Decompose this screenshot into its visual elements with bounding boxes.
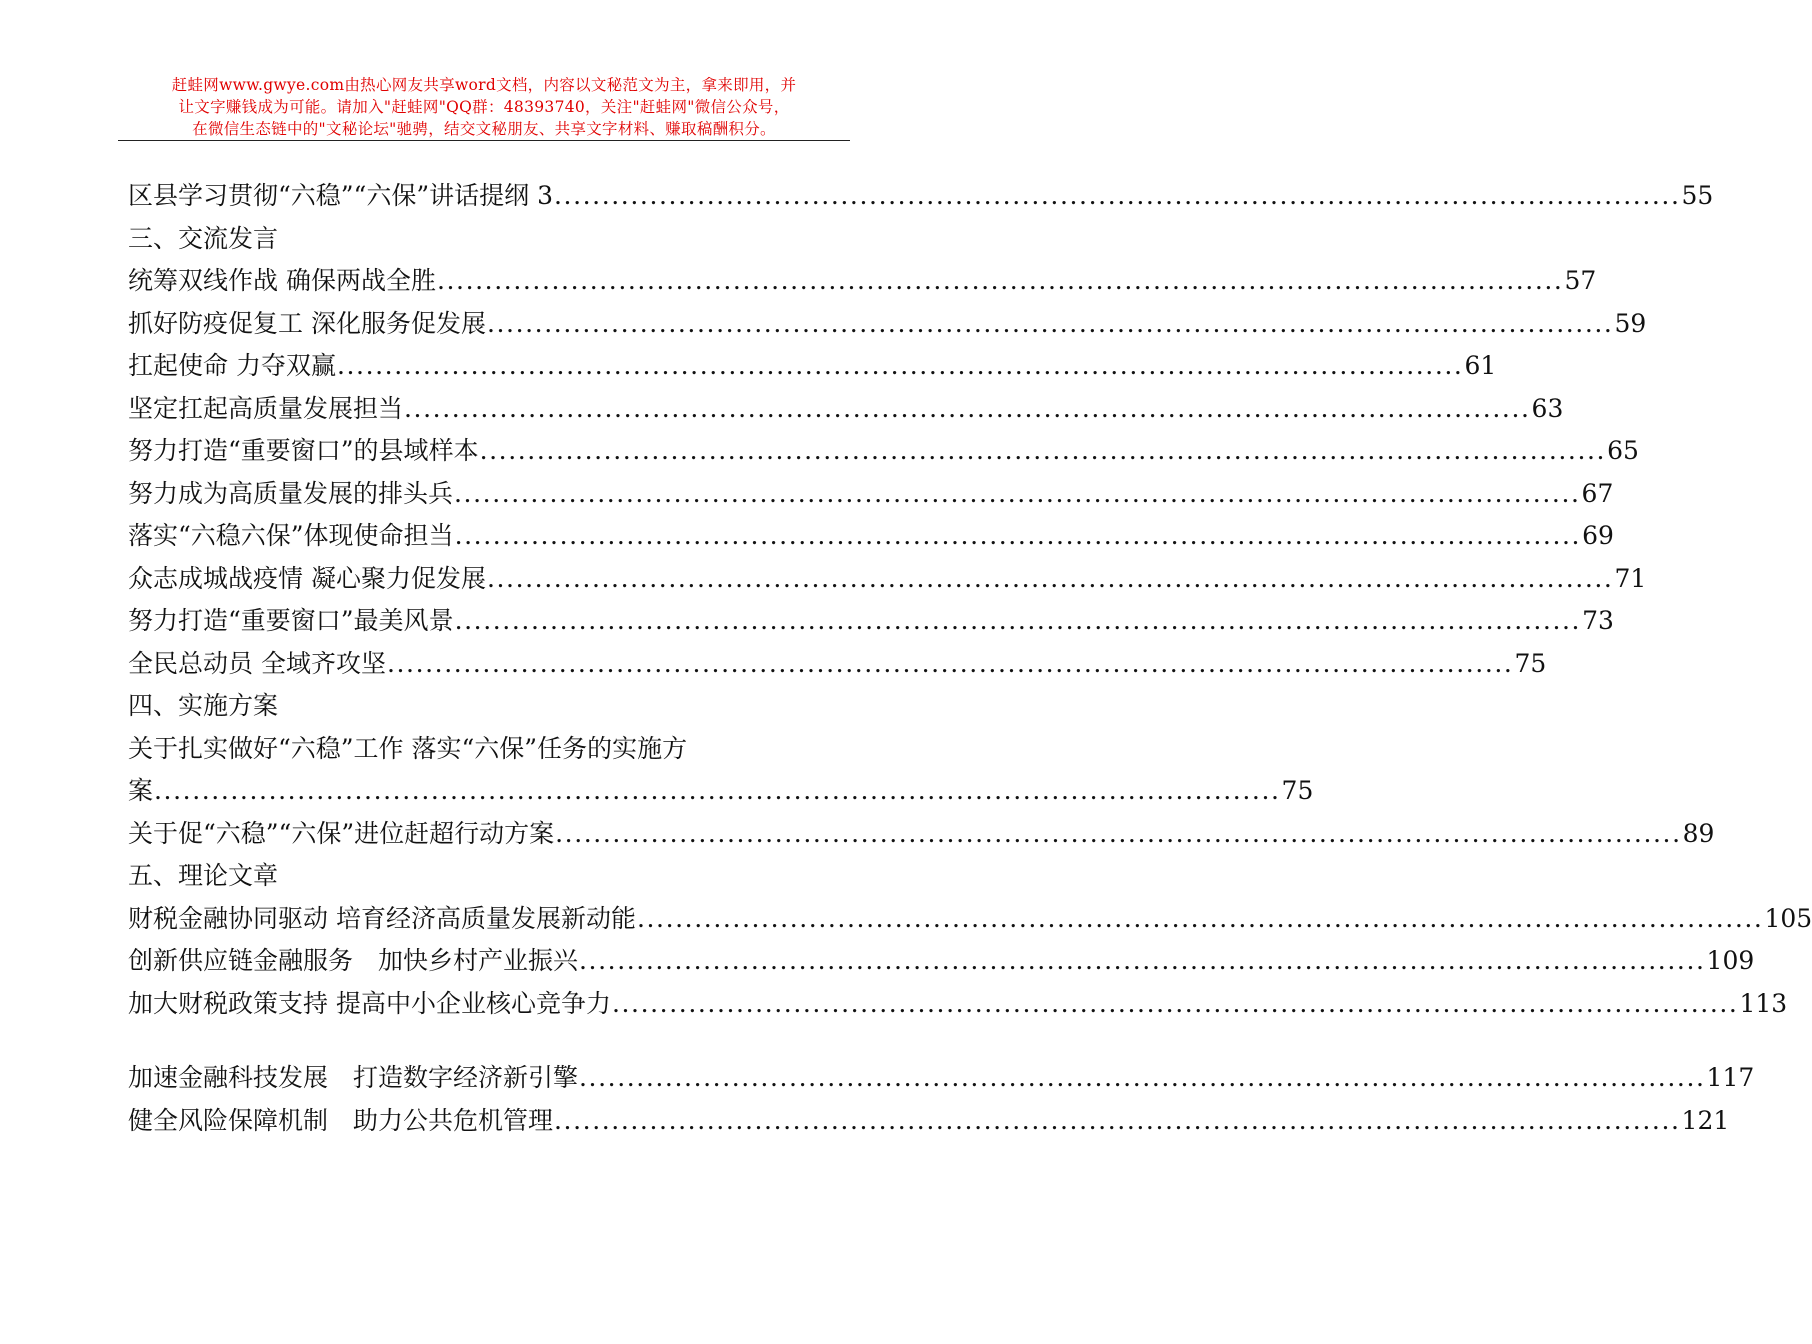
paragraph-gap xyxy=(128,1025,828,1057)
toc-entry-title: 加大财税政策支持 提高中小企业核心竞争力 xyxy=(128,988,611,1018)
toc-entry-page: 57 xyxy=(1564,266,1597,295)
banner-line-1: 赶蛙网www.gwye.com由热心网友共享word文档，内容以文秘范文为主，拿来即用，并 xyxy=(171,76,797,94)
toc-entry-title: 健全风险保障机制 助力公共危机管理 xyxy=(128,1105,554,1135)
toc-entry-page: 73 xyxy=(1582,606,1614,635)
toc-leader: ...................................................................................................................... xyxy=(636,903,1764,933)
toc-entry[interactable] xyxy=(128,345,1497,388)
toc-entry-title: 努力打造“重要窗口”最美风景 xyxy=(128,606,454,635)
section-heading: 五、理论文章 xyxy=(128,861,279,890)
toc-entry-title: 抓好防疫促复工 深化服务促发展 xyxy=(128,308,486,338)
section-heading: 四、实施方案 xyxy=(128,691,279,720)
toc-entry-page: 109 xyxy=(1706,946,1755,975)
toc-entry-title: 统筹双线作战 确保两战全胜 xyxy=(128,266,436,295)
toc-entry[interactable] xyxy=(128,643,1547,686)
toc-entry-page: 67 xyxy=(1581,478,1614,508)
toc-entry-title: 落实“六稳六保”体现使命担当 xyxy=(128,521,454,550)
toc-leader: ...................................................................................................................... xyxy=(611,988,1739,1018)
toc-entry-page: 55 xyxy=(1681,181,1714,210)
toc-entry-title: 全民总动员 全域齐攻坚 xyxy=(128,648,386,678)
toc-entry[interactable] xyxy=(128,303,1647,346)
toc-entry[interactable] xyxy=(128,983,1788,1026)
toc-entry-title-wrapped[interactable]: 关于扎实做好“六稳”工作 落实“六保”任务的实施方 xyxy=(128,733,688,763)
toc-entry[interactable] xyxy=(128,558,1647,601)
toc-entry-page: 69 xyxy=(1582,521,1614,550)
toc-leader: ...................................................................................................................... xyxy=(454,478,1581,508)
toc-entry-title: 努力成为高质量发展的排头兵 xyxy=(128,478,454,508)
section-heading: 三、交流发言 xyxy=(128,223,279,253)
toc-leader: ...................................................................................................................... xyxy=(336,351,1464,380)
toc-entry-title: 财税金融协同驱动 培育经济高质量发展新动能 xyxy=(128,903,636,933)
toc-entry-page: 63 xyxy=(1531,393,1564,423)
toc-entry-title: 坚定扛起高质量发展担当 xyxy=(128,393,404,423)
banner-line-2: 让文字赚钱成为可能。请加入"赶蛙网"QQ群：48393740，关注"赶蛙网"微信公众号， xyxy=(178,98,790,116)
toc-leader: ...................................................................................................................... xyxy=(486,308,1614,338)
toc-leader: ...................................................................................................................... xyxy=(479,436,1607,465)
toc-entry-page: 89 xyxy=(1682,818,1715,848)
toc-entry[interactable] xyxy=(128,388,1564,431)
toc-entry[interactable] xyxy=(128,473,1614,516)
toc-leader: ...................................................................................................................... xyxy=(486,563,1614,593)
toc-entry-page: 117 xyxy=(1706,1063,1755,1092)
toc-entry[interactable] xyxy=(128,1100,1730,1143)
toc-entry-page: 75 xyxy=(1514,648,1547,678)
toc-leader: ...................................................................................................................... xyxy=(579,1063,1706,1092)
toc-leader: ...................................................................................................................... xyxy=(436,266,1564,295)
toc-entry-page: 61 xyxy=(1464,351,1497,380)
banner-line-3: 在微信生态链中的"文秘论坛"驰骋，结交文秘朋友、共享文字材料、赚取稿酬积分。 xyxy=(192,120,776,138)
toc-leader: ...................................................................................................................... xyxy=(386,648,1514,678)
toc-entry[interactable] xyxy=(128,770,1314,813)
toc-leader: ...................................................................................................................... xyxy=(579,946,1706,975)
toc-entry-page: 71 xyxy=(1614,563,1647,593)
toc-leader: ...................................................................................................................... xyxy=(404,393,1531,423)
toc-leader: ...................................................................................................................... xyxy=(553,181,1681,210)
toc-entry-title: 区县学习贯彻“六稳”“六保”讲话提纲 3 xyxy=(128,181,553,210)
toc-entry-title: 扛起使命 力夺双赢 xyxy=(128,351,336,380)
toc-entry[interactable] xyxy=(128,600,1614,643)
toc-entry-title: 关于促“六稳”“六保”进位赶超行动方案 xyxy=(128,818,555,848)
toc-entry[interactable] xyxy=(128,175,1714,218)
toc-entry[interactable] xyxy=(128,898,1812,941)
toc-entry-page: 121 xyxy=(1681,1105,1730,1135)
toc-leader: ...................................................................................................................... xyxy=(454,521,1582,550)
toc-entry-title: 加速金融科技发展 打造数字经济新引擎 xyxy=(128,1063,579,1092)
toc-leader: ...................................................................................................................... xyxy=(454,606,1582,635)
toc-entry-page: 105 xyxy=(1764,903,1812,933)
toc-entry[interactable] xyxy=(128,260,1597,303)
toc-leader: ...................................................................................................................... xyxy=(154,776,1281,805)
toc-entry-title: 众志成城战疫情 凝心聚力促发展 xyxy=(128,563,486,593)
toc-entry[interactable] xyxy=(128,813,1715,856)
toc-leader: ...................................................................................................................... xyxy=(555,818,1682,848)
header-banner xyxy=(118,74,850,140)
toc-entry[interactable] xyxy=(128,940,1755,983)
toc-entry-title: 创新供应链金融服务 加快乡村产业振兴 xyxy=(128,946,579,975)
toc-entry-title: 努力打造“重要窗口”的县域样本 xyxy=(128,436,479,465)
toc-entry-page: 113 xyxy=(1739,988,1788,1018)
toc-entry-page: 65 xyxy=(1607,436,1639,465)
toc-entry-page: 75 xyxy=(1281,776,1314,805)
table-of-contents xyxy=(128,175,1812,1142)
toc-entry[interactable] xyxy=(128,430,1639,473)
toc-entry[interactable] xyxy=(128,1057,1755,1100)
toc-leader: ...................................................................................................................... xyxy=(554,1105,1681,1135)
header-rule xyxy=(118,140,850,141)
toc-entry[interactable] xyxy=(128,515,1614,558)
toc-entry-page: 59 xyxy=(1614,308,1647,338)
toc-entry-title: 案 xyxy=(128,776,154,805)
